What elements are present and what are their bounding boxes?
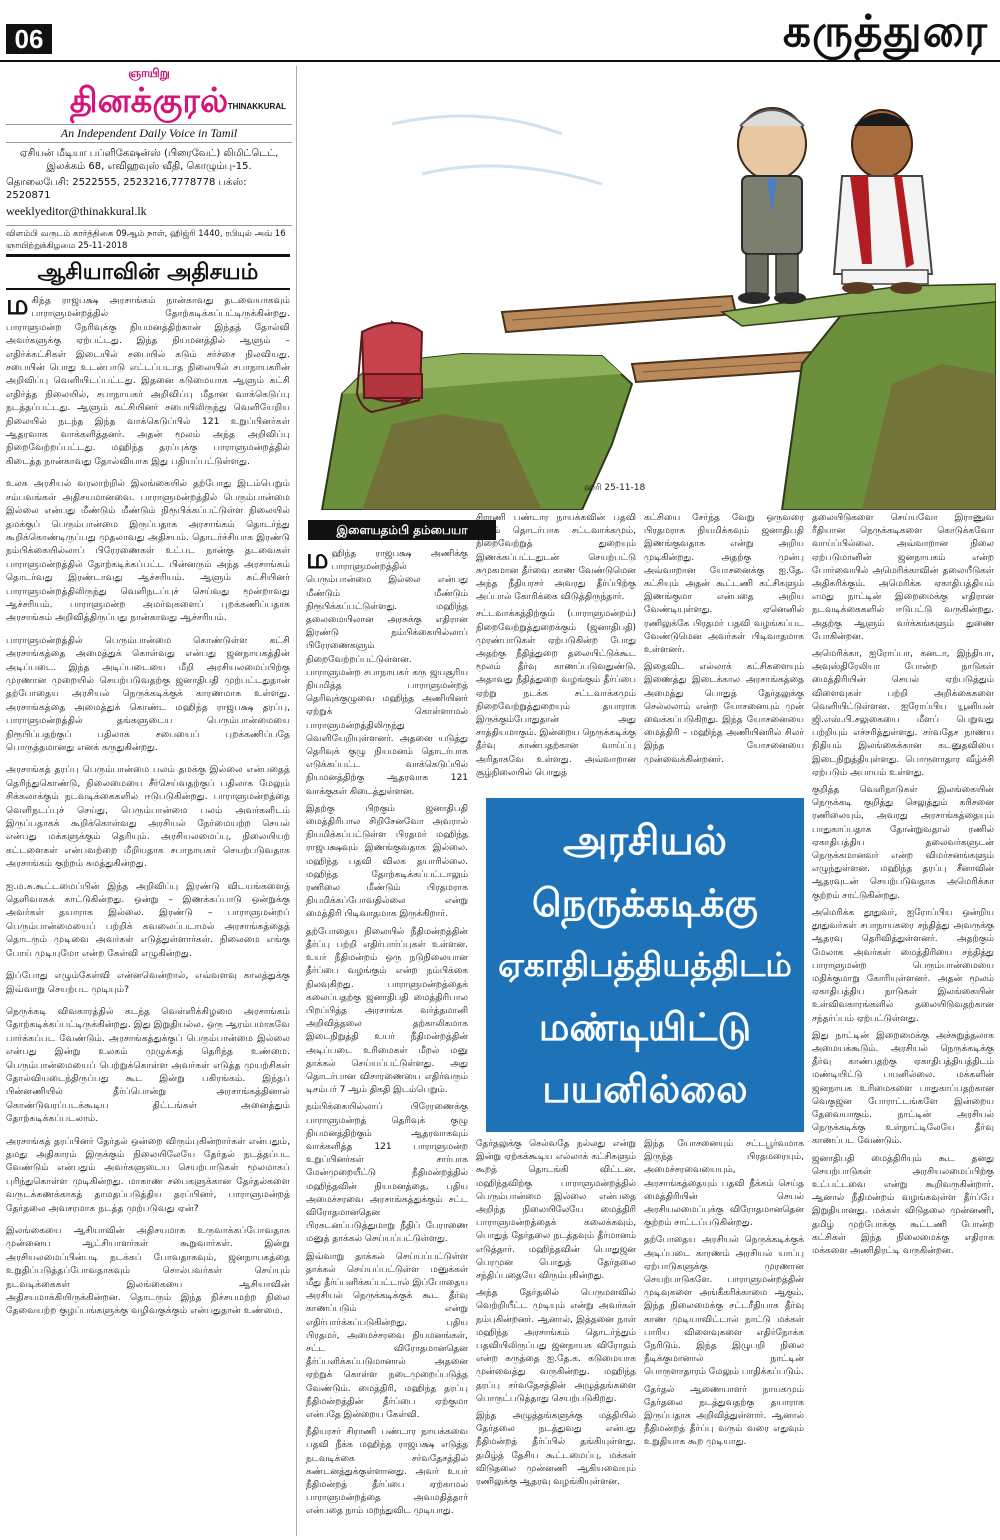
- pull-quote-line: மண்டியிட்டு: [538, 1005, 752, 1049]
- column-divider: [296, 66, 297, 1536]
- article-paragraph: இந்த யோசனையும் சட்டபூர்வமாக இருந்த பிரதமரையும், அமைச்சரவையையும், அரசாங்கத்தையும் பதவி நீக்கம் செய்த மைத்திரியின் செயல் அரசியலமைப்புக்கு விரோதமானதென குற்றம் சாட்டப்படுகின்றது.: [644, 1139, 804, 1229]
- pull-quote-line: அரசியல்: [563, 818, 727, 864]
- section-title: கருத்துரை: [782, 6, 988, 57]
- article-paragraph: அமெரிக்கா, ஐரோப்பா, கனடா, இந்தியா, அவுஸ்திரேலியா போன்ற நாடுகள் மைத்திரியின் செயல் ஏற்படுத்தும் விளைவுகள் பற்றி அறிக்கைகளை வெளியிட்டுள்ளன. ஐரோப்பிய யூனியன் ஜி.எஸ்.பி.சலுகையை மீளப் பெறுவது பற்றியும் எச்சரித்துள்ளது. சர்வதேச நாணய நிதியம் இலங்கைக்கான கடனுதவியை இடைநிறுத்தியுள்ளது. பொருளாதார வீழ்ச்சி ஏற்படும் அபாயம் உள்ளது.: [812, 649, 994, 778]
- drop-cap: ம: [306, 548, 329, 575]
- editorial-title: ஆசியாவின் அதிசயம்: [37, 260, 259, 285]
- masthead-day: ஞாயிறு: [128, 66, 170, 80]
- article-paragraph: அமெரிக்க தூதுவர், ஐரோப்பிய ஒன்றிய தூதுவர்கள் சபாநாயகரை சந்தித்து அவருக்கு ஆதரவு தெரிவித்துள்ளனர். அதற்கும் மேலாக அவர்கள் மைத்திரியை சந்தித்து பாராளுமன்ற பெரும்பான்மையை மதிக்குமாறு கோரியுள்ளனர். அதன் மூலம் ஏகாதிபத்திய நாடுகள் இலங்கையின் உள்விவகாரங்களில் தலையிடுவதற்கான சந்தர்ப்பம் ஏற்பட்டுள்ளது.: [812, 907, 994, 1024]
- pull-quote-box: [486, 798, 804, 1132]
- cartoon-illustration: [302, 64, 996, 510]
- cartoon-signature: ஹரி 25-11-18: [584, 483, 646, 493]
- page-number: 06: [6, 24, 52, 54]
- editor-email[interactable]: weeklyeditor@thinakkural.lk: [6, 204, 147, 218]
- article-paragraph: இது நாட்டின் இறைமைக்கு அச்சுறுத்தலாக அமையக்கூடும். அரசியல் நெருக்கடிக்கு தீர்வு காண்பதற்கு ஏகாதிபத்தியத்திடம் மண்டியிட்டு பயனில்லை. மக்களின் ஜனநாயக உரிமைகளை பாதுகாப்பதற்கான வெகுஜன போராட்டங்களே இன்றைய தேவையாகும். நாட்டின் அரசியல் நெருக்கடிக்கு உள்நாட்டிலேயே தீர்வு காணப்பட வேண்டும்.: [812, 1030, 994, 1147]
- editorial-paragraph-text: கிந்த ராஜபக்ஷ அரசாங்கம் நான்காவது தடவையாகவும் பாராளுமன்றத்தில் தோற்கடிக்கப்பட்டிருக்கின்றது. பாராளுமன்ற நேரிவுக்கு நியமனத்திற்கான் இந்தத் தோல்வி அவர்களுக்கு ஏற்பட்டது. இந்த நியமனத்தில் ஆளும் – எதிர்க்கட்சிகள் இடையில் சபையில் கடும் சர்ச்சை நிலவியது. சபையின் பொது உடன்பாடு எட்டப்படாத நிலையில் சபாநாயகரின் அறிவிப்பு வெளியிடப்பட்டது. இதனை கடுமையாக ஆளும் கட்சி எதிர்த்த நிலையில், சபாநாயகர் அறிவிப்பு மீதான வாக்கெடுப்பு நடத்தப்பட்டது. ஆளும் கட்சியினர் சபையிலிருந்து வெளியேறிய நிலையில் நடந்த இந்த வாக்கெடுப்பில் 121 உறுப்பினர்கள் ஆதரவாக வாக்களித்தனர். அதன் மூலம் அந்த அறிவிப்பு நிறைவேற்றப்பட்டது. மஹிந்த தரப்புக்கு பாராளுமன்றத்தில் கிடைத்த நான்காவது தோல்வியாக இது பதியப்பட்டுள்ளது.: [6, 295, 290, 467]
- article-column-2-lower: [476, 1138, 636, 1532]
- article-paragraph: சட்டவாக்கத்திற்கும் (பாராளுமன்றம்) நிறைவேற்றுத்துறைக்கும் (ஜனாதிபதி) முரண்பாடுகள் ஏற்படுகின்ற போது அதற்கு நீதித்துறை தலையிட்டுக்கூட மூலம் தீர்வு காணப்படுவதுண்டு. அதாவது நீதித்துறை வழங்கும் தீர்ப்பை ஏற்று நடக்க சட்டவாக்கமும் நிறைவேற்றுத்துறையும் தயாராக இருக்கும்போதுதான் அது சாத்தியமாகும். இன்றைய நெருக்கடிக்கு தீர்வு காண்பதற்கான வாய்ப்பு அரிதாகவே உள்ளது. அவ்வாறான சூழ்நிலையில் பொதுத்: [476, 609, 636, 778]
- issue-date: ஞாயிற்றுக்கிழமை 25-11-2018: [6, 241, 128, 251]
- article-paragraph: நீதியரசர் சிராணி பண்டார நாயக்கவை பதவி நீக்க மஹிந்த ராஜபக்ஷ எடுத்த நடவடிக்கை சர்வதேசத்தில் கண்டனத்துக்குள்ளானது. அவர் உயர் நீதிமன்றத் தீர்ப்பை ஏற்காமல் பாராளுமன்றத்தை அவமதித்தார் என்பதை நாம் மறந்துவிட முடியாது.: [306, 1427, 468, 1517]
- editorial-paragraph: பாராளுமன்றத்தில் பெரும்பான்மை கொண்டுள்ள கட்சி அரசாங்கத்தை அமைத்துக் கொள்வது என்பது ஜனநாயகத்தின் அடிப்படை. இந்த அடிப்படையை மீறி அரசியலமைப்பிற்கு முரணான முறையில் செயற்படுவதற்கு ஜனாதிபதி முற்பட்டதுதான் தற்போதைய அரசியல் நெருக்கடிக்குக் காரணமாக உள்ளது. அரசாங்கத்தை அமைத்துக் கொண்ட மஹிந்த ராஜபக்ஷ தரப்பு, பாராளுமன்றத்தில் தங்களுடைய பெரும்பான்மையை நிரூபிப்பதற்குப் பதிலாக சபையைப் புறக்கணிப்பதே பொருத்தமானது எனக் கருதுகின்றது.: [6, 634, 290, 753]
- newspaper-logo-english: THINAKKURAL: [227, 102, 286, 111]
- article-column-2: [476, 512, 636, 802]
- article-paragraph: இவ்வாறு தாக்கல் செய்யப்பட்டுள்ள தாக்கல் செய்யப்பட்டுள்ள மனுக்கள் மீது தீர்ப்பளிக்கப்பட்டால் இப்போதைய அரசியல் நெருக்கடிக்குக் கூட தீர்வு காணப்படும் என்று எதிர்பார்க்கப்படுகின்றது. புதிய பிரதமர், அமைச்சரவை நியமனங்கள், சட்ட விரோதமானதென தீர்ப்பளிக்கப்படுமானால் அதனை ஏற்றுக் கொள்ள நடைமுறைப்படுத்த வேண்டும். மைத்திரி, மஹிந்த தரப்பு நீதிமன்றத்தின் தீர்ப்பை ஏற்குமா என்பதே இன்றைய கேள்வி.: [306, 1251, 468, 1420]
- article-paragraph: கட்சியை சேர்ந்த வேறு ஒருவரை பிரதமராக நியமிக்கவும் ஜனாதிபதி இணங்குவதாக என்று அறிய முடிகின்றது. அதற்கு முன்பு அவ்வாறான யோசனைக்கு ஐ.தே. கட்சியும் அதன் கூட்டணி கட்சிகளும் இணங்குமா என்பதை அறிய வேண்டியுள்ளது. ஏனெனில் ரணிலுக்கே பிரதமர் பதவி வழங்கப்பட வேண்டுமென அவர்கள் பிடிவாதமாக உள்ளனர்.: [644, 513, 804, 656]
- publisher-address: ஏசியன் மீடியா பப்ளிகேஷன்ஸ் (பிரைவேட்) லிமிட்டெட், இலக்கம் 68, எவிஹவுஸ் வீதி, கொழும்பு-15.: [19, 148, 279, 172]
- contact-numbers: தொலைபேசி: 2522555, 2523216,7778778 பக்ஸ்: 2520871: [6, 177, 247, 201]
- article-byline: இளையதம்பி தம்பையா: [308, 520, 496, 540]
- editorial-header: [6, 254, 290, 290]
- article-paragraph: தற்போதைய நிலையில் நீதிமன்றத்தின் தீர்ப்பு பற்றி எதிர்பார்ப்புகள் உள்ளன. உயர் நீதிமன்றம் ஒரு நடுநிலையான தீர்ப்பை வழங்கும் என்ற நம்பிக்கை நிலவுகிறது. பாராளுமன்றத்தைக் கலைப்பதற்கு ஜனாதிபதி மைத்திரிபால பிறப்பித்த அரசாங்க வர்த்தமானி அறிவித்தலை தற்காலிகமாக இடைநிறுத்தி உயர் நீதிமன்றத்தின் அடிப்படை உரிமைகள் மீறல் மனு தாக்கல் செய்யப்பட்டுள்ளது. அது தொடர்பான விசாரணையை எதிர்வரும் டிசம்பர் 7 ஆம் திகதி இடம்பெறும்.: [306, 926, 468, 1096]
- article-paragraph: குறித்த வெளிநாடுகள் இலங்கையின் நெருக்கடி குறித்து செலுத்தும் கரிசனை ரணிலையும், அவரது அரசாங்கத்தையும் பாதுகாப்பதாக தோன்றுவதால் ரணில் ஏகாதிபத்திய தலைவர்களுடன் நெருக்கமானவர் என்ற விமர்சனங்களும் எழுந்துள்ளன. மஹிந்த தரப்பு சீனாவின் ஆதரவுடன் செயற்படுவதாக அமெரிக்கா குற்றம் சாட்டுகின்றது.: [812, 785, 994, 901]
- article-paragraph: [306, 548, 468, 799]
- article-paragraph: இதைவிட எல்லாக் கட்சிகளையும் இணைத்து இடைக்கால அரசாங்கத்தை அமைத்து பொதுத் தேர்தலுக்கு செல்லலாம் என்ற யோசனையும் முன் வைக்கப்படுகிறது. இந்த யோசனையை மைத்திரி – மஹிந்த அணியினரில் சிலர் இந்த யோசனையை முன்வைக்கின்றனர்.: [644, 662, 804, 765]
- editorial-paragraph: இப்போது எழும்கேள்வி என்னவென்றால், எவ்வளவு காலத்துக்கு இவ்வாறு செயற்பட முடியும்?: [6, 970, 290, 995]
- chair-illustration: [357, 322, 422, 412]
- article-paragraph: சிராணி பண்டார நாயக்கவின் பதவி நீக்கம் தொடர்பாக சட்டவாக்கமும், நிறைவேற்றுத் துறையும் இணக்கப்பட்டதுடன் செயற்பட்டு சுமுகமான தீர்வை காண வேண்டுமென அந்த நீதியரசர் அவரது தீர்ப்பிற்கு அப்பால் கோரிக்கை விடுத்திருந்தார்.: [476, 513, 636, 603]
- editorial-paragraph: நெருக்கடி விவகாரத்தில் கடந்த வெள்ளிக்கிழமை அரசாங்கம் தோற்கடிக்கப்பட்டிருக்கின்றது. இது இறுதியல்ல. ஒரு ஆரம்பமாகவே பார்க்கப்பட வேண்டும். அரசாங்கத்துக்குப் பெரும்பான்மை இல்லை என்பது இன்று உலகம் முழுக்கத் தெரிந்த உண்மை. பெரும்பான்மையைப் பெற்றுக்கொள்ள அவர்கள் எடுத்த முயற்சிகள் தோல்வியடைந்திருப்பது கூட இன்று பகிரங்கம். இந்தப் பின்னணியில் தீர்ப்பொன்று அரசாங்கத்தினால் கொண்டுவரப்படக்கூடிய திட்டங்கள் அனைத்தும் தோற்கடிக்கப்படலாம்.: [6, 1005, 290, 1125]
- editorial-paragraph: உலக அரசியல் வரலாற்றில் இலங்கையில் தற்போது இடம்பெறும் சம்பவங்கள் அதிசயமானவை. பாராளுமன்றத்தில் பெரும்பான்மை இல்லை என்பது மீண்டும் மீண்டும் நிரூபிக்கப்பட்டுள்ள நிலையில் தமக்குப் பெரும்பான்மை இருப்பதாக அரசாங்கம் தொடர்ந்து கூறிக்கொண்டிருப்பது முதலாவது அதிசயம். தொடர்ச்சியாக இரண்டு நம்பிக்கையில்லாப் பிரேரணைகள் உட்பட நான்கு தடவைகள் பாராளுமன்றத்தில் தோற்கடிக்கப்பட்ட பின்னரும் அந்த அரசாங்கம் தொடர்வது இரண்டாவது ஆச்சரியம். ஆளும் கட்சியினர் பாராளுமன்றத்திலிருந்து வெளிநடப்புச் செய்வது மூன்றாவது ஆச்சரியம். பாராளுமன்ற அமர்வுகளைப் புறக்கணிப்பதாக அரசாங்கம் அறிவித்திருப்பது நான்காவது ஆச்சரியம்.: [6, 478, 290, 624]
- article-column-3: [644, 512, 804, 802]
- editorial-paragraph: ஐ.ம.சு.கூட்டமைப்பின் இந்த அறிவிப்பு இரண்டு விடயங்களைத் தெளிவாகக் காட்டுகின்றது. ஒன்று – இணக்கப்பாடு ஒன்றுக்கு அவர்கள் தயாராக இல்லை. இரண்டு – பாராளுமன்றப் பெரும்பான்மையைப் பற்றிக் கவலைப்படாமல் அரசாங்கத்தைத் தொடரும் முடிவை அவர்கள் எடுத்துள்ளார்கள். நிலைமை எங்கு போய் முடியுமோ என்ற கேள்வி எழுகின்றது.: [6, 880, 290, 959]
- political-cartoon: [302, 64, 996, 510]
- article-paragraph: தலையிடுகளை செய்யவோ இராணுவ ரீதியான நெருக்கடிகளை கொடுக்கவோ வாய்ப்பில்லை. அவ்வாறான நிலை ஏற்படுமானின் ஜனநாயகம் என்ற போர்வையில் அமெரிக்காவின் தலையீடுகள் அதிகரிக்கும். அமெரிக்க ஏகாதிபத்தியம் எமது நாட்டின் இறைமைக்கு எதிரான நடவடிக்கைகளில் ஈடுபட்டு வருகின்றது. அதற்கு ஆளும் வர்க்கங்களும் துணை போகின்றன.: [812, 513, 994, 642]
- header-rule: [0, 60, 1000, 62]
- editorial-paragraph: இலங்கையை ஆசியாவின் அதிசயமாக உருவாக்கப்போவதாக முன்னைய ஆட்சியாளர்கள் கூறுவார்கள். இன்று அரசியலமைப்பின்படி நடக்கப் போவதாகவும், ஜனநாயகத்தை உறுதிப்படுத்தப்போவதாகவும் சொல்பவர்கள் செய்யும் நடவடிக்கைகள் இலங்கையை ஆசியாவின் அதிசயமாக்கியிருக்கின்றன. தொடரும் இந்த நிச்சயமற்ற நிலை தேவையற்ற குழப்பங்களுக்கு வழிவகுக்கும் என்பதுதான் உண்மை.: [6, 1225, 290, 1317]
- article-paragraph: இந்த அழுத்தங்களுக்கு மத்தியில் தேர்தலை நடத்துவது என்பது நீதிமன்றத் தீர்ப்பில் தங்கியுள்ளது. தமிழ்த் தேசிய கூட்டமைப்பு, மக்கள் விடுதலை முன்னணி ஆகியவையும் ரணிலுக்கு ஆதரவு வழங்கியுள்ளன.: [476, 1411, 636, 1488]
- pull-quote-line: நெருக்கடிக்கு: [532, 881, 758, 925]
- pull-quote-line: ஏகாதிபத்தியத்திடம்: [498, 945, 792, 984]
- newspaper-logo: தினக்குரல்: [69, 81, 229, 121]
- article-paragraph-text: ஹிந்த ராஜபக்ஷ அணிக்கு பாராளுமன்றத்தில் பெரும்பான்மை இல்லை என்பது மீண்டும் மீண்டும் நிரூபிக்கப்பட்டுள்ளது. மஹிந்த தலைமையிலான அரசுக்கு எதிரான இரண்டு நம்பிக்கையில்லாப் பிரேரணைகளும் நிறைவேற்றப்பட்டுள்ளன. பாராளுமன்ற சபாநாயகர் கரு ஜயசூரிய நியமித்த பாராளுமன்றத் தெரிவுக்குழுவை மஹிந்த அணியினர் ஏற்றுக் கொள்ளாமல் பாராளுமன்றத்திலிருந்து வெளியேறியுள்ளனர். அதனை யடுத்து தெரிவுக் குழு நியமனம் தொடர்பாக எடுக்கப்பட்ட வாக்கெடுப்பில் நியமனத்திற்கு ஆதரவாக 121 வாக்குகள் கிடைத்துள்ளன.: [306, 549, 468, 797]
- calendar-line: விளம்பி வருடம் கார்த்திகை 09ஆம் நாள், ஹிஜ்ரி 1440, ரபியுல் அவ் 16: [6, 229, 286, 239]
- editorial-paragraph: அரசாங்கத் தரப்பு பெரும்பான்மை பலம் தமக்கு இல்லை என்பதைத் தெரிந்துகொண்டு, நிலைமையை சீர்செய்வதற்குப் பதிலாக மேலும் சிக்கலாக்கும் நடவடிக்கைகளில் ஈடுபடுகின்றது. பாராளுமன்றத்தை வெளிநடப்புச் செய்து, பெரும்பான்மை பலம் அவர்களிடம் இருப்பதாகக் கூறிக்கொள்வது அரசியல் நேர்மையற்ற செயல் என்பது மக்களுக்கும் தெரியும். அரசியலமைப்பு, நிலையியற் கட்டளைகள் என்பவற்றை மீறியதாக சபாநாயகர் செயற்படுவதாக அரசாங்கம் குற்றம் சுமத்துகின்றது.: [6, 764, 290, 870]
- article-paragraph: தேர்தல் ஆணையாளர் நாயகமும் தேர்தலை நடத்துவதற்கு தயாராக இருப்பதாக அறிவித்துள்ளார். ஆனால் நீதிமன்றத் தீர்ப்பு வரும் வரை எதுவும் உறுதியாக கூற முடியாது.: [644, 1384, 804, 1448]
- article-paragraph: இதற்கு பிறகும் ஜனாதிபதி மைத்திரிபால சிறிசேனவோ அவரால் நியமிக்கப்பட்டுள்ள பிரதமர் மஹிந்த ராஜபக்ஷவும் இணங்குவதாக இல்லை. மஹிந்த பதவி விலக தயாரில்லை. மஹிந்த தோற்கடிக்கப்பட்டாலும் ரணிலை மீண்டும் பிரதமராக நியமிக்கப்போவதில்லை என்று மைத்திரி பிடிவாதமாக இருக்கிறார்.: [306, 803, 468, 920]
- editorial-paragraph: [6, 294, 290, 468]
- article-paragraph: தேர்தலுக்கு செல்வதே நல்லது என்று இன்று ஏற்கக்கூடிய எல்லாக் கட்சிகளும் கூறத் தொடங்கி விட்டன. மஹிந்தவிற்கு பாராளுமன்றத்தில் பெரும்பான்மை இல்லை என்பதை அறிந்த நிலையிலேயே மைத்திரி பாராளுமன்றத்தைக் கலைக்கவும், பொதுத் தேர்தலை நடத்தவும் தீர்மானம் எடுத்தார். மஹிந்தவின் பொதுஜன பெரமுன பொதுத் தேர்தலை சந்திப்பதையே விரும்புகின்றது.: [476, 1139, 636, 1282]
- tamil-dateline: [6, 225, 292, 252]
- masthead-tagline: An Independent Daily Voice in Tamil: [6, 124, 292, 143]
- masthead: [6, 66, 292, 266]
- editorial-paragraph: அரசாங்கத் தரப்பினர் தேர்தல் ஒன்றை விரும்புகின்றார்கள் என்பதும், தமது அதிகாரம் இருக்கும் நிலையிலேயே தேர்தல் நடத்தப்பட வேண்டும் என்பதும் அவர்களுடைய செயற்பாடுகள் மூலமாகப் புரிந்துகொள்ள முடிகின்றது. மாகாண சபைகளுக்கான தேர்தல்களை வருடக்கணக்காகத் தாமதப்படுத்திய தரப்பினர், பாராளுமன்றத் தேர்தலை அவசரமாக நடத்த முற்படுவது ஏன்?: [6, 1135, 290, 1214]
- article-paragraph: அந்த தேர்தலில் பெருமளவில் வெற்றியீட்ட முடியும் என்று அவர்கள் நம்புகின்றனர். ஆனால், இத்தனை நாள் மஹிந்த அரசாங்கம் தொடர்ந்தும் பதவியிலிருப்பது ஜனநாயக விரோதம் என்ற கருத்தை ஐ.தே.க. கடுமையாக முன்வைத்து வருகின்றது. மஹிந்த தரப்பு சர்வதேசத்தின் அழுத்தங்களை பொருட்படுத்தாது செயற்படுகிறது.: [476, 1288, 636, 1404]
- drop-cap: ம: [6, 294, 29, 321]
- article-paragraph: தற்போதைய அரசியல் நெருக்கடிக்குக் அடிப்படை காரணம் அரசியல் யாப்பு ஏற்பாடுகளுக்கு முரணான செயற்பாடுகளே. பாராளுமன்றத்தின் முடிவுகளை அங்கீகரிக்காமை ஆகும். இந்த நிலைமைக்கு சட்டரீதியாக தீர்வு காண முடியாவிட்டால் நாட்டு மக்கள் பாரிய விளைவுகளை எதிர்நோக்க நேரிடும். இந்த இழுபறி நிலை நீடிக்குமானால் நாட்டின் பொருளாதாரம் மேலும் பாதிக்கப்படும்.: [644, 1235, 804, 1378]
- article-column-4: [812, 512, 994, 1532]
- article-paragraph: நம்பிக்கையில்லாப் பிரேரணைக்கு பாராளுமன்றத் தெரிவுக் குழு நியமனத்திற்கும் ஆதரவாகவும் வாக்களித்த 121 பாராளுமன்ற உறுப்பினர்கள் சார்பாக மேன்முறையீட்டு நீதிமன்றத்தில் மஹிந்தவின் நியமனத்தை, புதிய அமைச்சரவை அரசாங்கத்துக்கும் சட்ட விரோதமானதென பிரகடனப்படுத்துமாறு நீதிப் பேராணை மனுத் தாக்கல் செய்யப்பட்டுள்ளது.: [306, 1102, 468, 1245]
- article-paragraph: ஜனாதிபதி மைத்திரியும் கூட தனது செயற்பாடுகள் அரசியலமைப்பிற்கு உட்பட்டவை என்று கூறிவருகின்றார். ஆனால் நீதிமன்றம் வழங்கவுள்ள தீர்ப்பே இறுதியானது. மக்கள் விடுதலை முன்னணி, தமிழ் முற்போக்கு கூட்டணி போன்ற கட்சிகள் இந்த நிலைமைக்கு எதிராக மக்களை அணிதிரட்டி வருகின்றன.: [812, 1153, 994, 1256]
- editorial-body: [6, 294, 290, 1534]
- article-column-1: [306, 548, 468, 1532]
- article-column-3-lower: [644, 1138, 804, 1532]
- pull-quote-line: பயனில்லை: [542, 1067, 748, 1111]
